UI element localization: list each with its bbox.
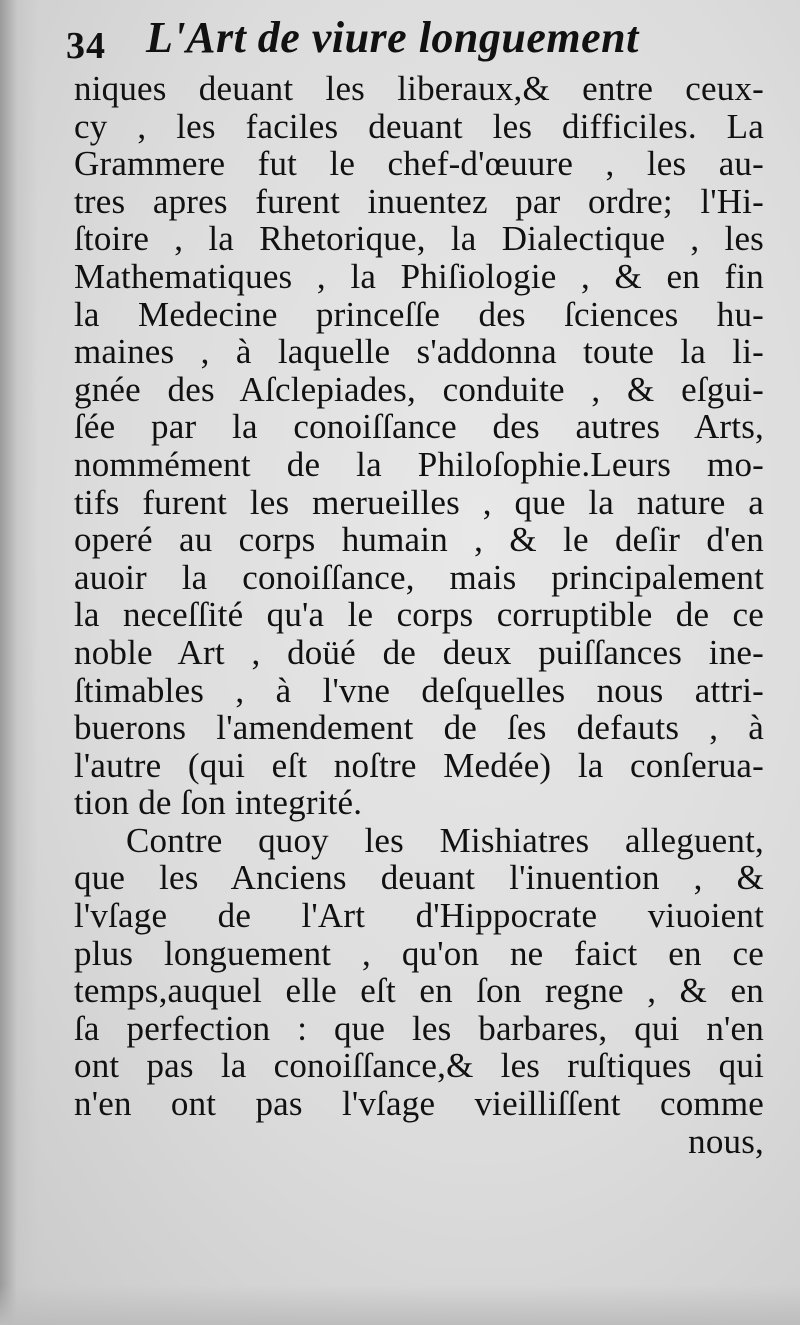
running-title: L'Art de viure longuement [146,13,639,62]
text-line: Contre quoy les Mishiatres alleguent, [126,820,764,860]
text-line: ſa perfection : que les barbares, qui n'en [74,1008,764,1048]
text-line: nommément de la Philoſophie.Leurs mo- [74,444,764,484]
catchword: nous, [688,1121,764,1161]
text-line: ſée par la conoiſſance des autres Arts, [74,407,764,447]
text-line: l'autre (qui eſt noſtre Medée) la conſerua- [74,745,764,785]
text-line: niques deuant les liberaux,& entre ceux- [74,69,764,108]
text-line: temps,auquel elle eſt en ſon regne , & en [74,971,764,1011]
text-line: gnée des Aſclepiades, conduite , & eſgui- [74,369,764,409]
text-line: auoir la conoiſſance, mais principalement [74,557,764,597]
text-line: ſtimables , à l'vne deſquelles nous attri- [74,670,764,710]
text-line: Mathematiques , la Phiſiologie , & en fin [74,256,764,296]
text-line: tion de ſon integrité. [74,783,363,823]
page-gutter-shadow [0,0,38,1325]
text-line: operé au corps humain , & le deſir d'en [74,520,764,560]
page-bottom-shadow [0,1285,800,1325]
body-text [74,70,764,1160]
text-line: cy , les faciles deuant les difficiles. La [74,106,764,146]
text-line: Grammere fut le chef-d'œuure , les au- [74,144,764,184]
text-line: maines , à laquelle s'addonna toute la li- [74,332,764,372]
text-line: tres apres furent inuentez par ordre; l'Hi- [74,181,764,221]
text-line: plus longuement , qu'on ne faict en ce [74,933,764,973]
text-line: la Medecine princeſſe des ſciences hu- [74,294,764,334]
text-line: tifs furent les merueilles , que la nature a [74,482,764,522]
text-line: buerons l'amendement de ſes defauts , à [74,708,764,748]
text-line: ſtoire , la Rhetorique, la Dialectique , les [74,219,764,259]
text-line: l'vſage de l'Art d'Hippocrate viuoient [74,896,764,936]
text-line: que les Anciens deuant l'inuention , & [74,858,764,898]
text-line: la neceſſité qu'a le corps corruptible de ce [74,595,764,635]
page-header [66,10,746,70]
text-line: n'en ont pas l'vſage vieilliſſent comme [74,1084,764,1124]
text-line: ont pas la conoiſſance,& les ruſtiques qui [74,1046,764,1086]
page-number: 34 [66,25,106,67]
text-line: noble Art , doüé de deux puiſſances ine- [74,632,764,672]
